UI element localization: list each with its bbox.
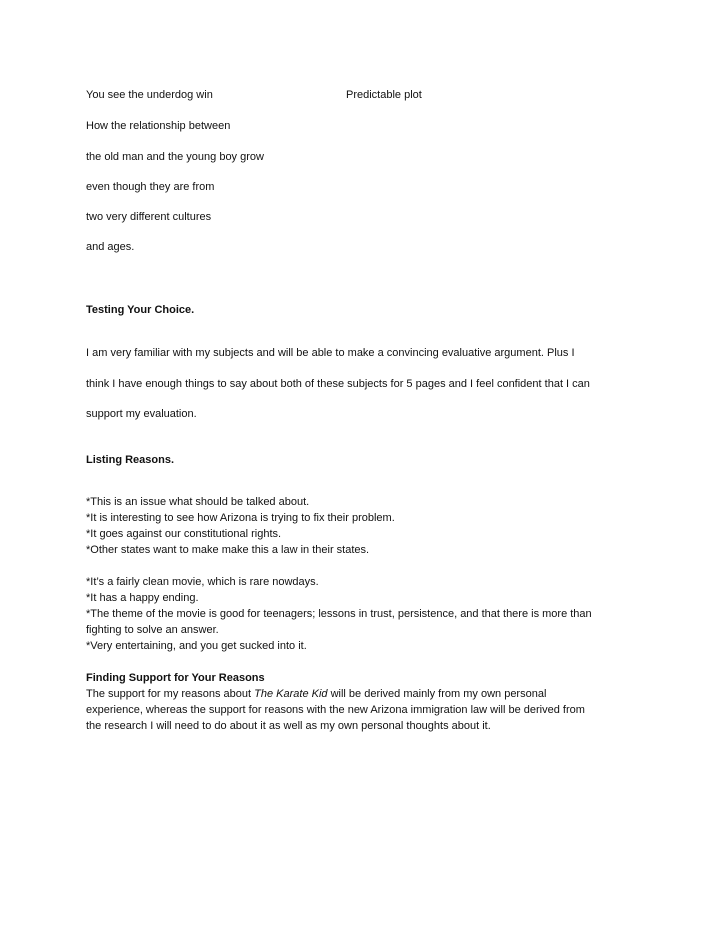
list-item: *It is interesting to see how Arizona is trying to fix their problem.: [86, 512, 395, 524]
predictable-plot-line: Predictable plot: [346, 89, 422, 101]
list-item: *This is an issue what should be talked about.: [86, 496, 310, 508]
list-item: *It goes against our constitutional rights.: [86, 528, 282, 540]
reasons-list-1: [86, 494, 646, 558]
relationship-line-5: and ages.: [86, 241, 135, 253]
support-line-1-pre: The support for my reasons about: [86, 688, 255, 700]
reasons-list-2: [86, 574, 646, 654]
support-line-2: experience, whereas the support for reasons with the new Arizona immigration law will be derived from: [86, 704, 585, 716]
relationship-line-3: even though they are from: [86, 181, 215, 193]
list-item: *Very entertaining, and you get sucked into it.: [86, 640, 307, 652]
relationship-line-1: How the relationship between: [86, 120, 231, 132]
karate-kid-title: The Karate Kid: [254, 688, 328, 700]
support-section: [86, 670, 646, 734]
testing-line-1: I am very familiar with my subjects and will be able to make a convincing evaluative argument. Plus I: [86, 347, 575, 359]
support-line-1-post: will be derived mainly from my own personal: [327, 688, 547, 700]
list-item: fighting to solve an answer.: [86, 624, 219, 636]
support-line-3: the research I will need to do about it as well as my own personal thoughts about it.: [86, 720, 491, 732]
listing-heading: Listing Reasons.: [86, 454, 175, 466]
testing-line-3: support my evaluation.: [86, 408, 197, 420]
relationship-line-2: the old man and the young boy grow: [86, 151, 264, 163]
list-item: *It has a happy ending.: [86, 592, 199, 604]
testing-line-2: think I have enough things to say about both of these subjects for 5 pages and I feel confident that I can: [86, 378, 590, 390]
testing-heading: Testing Your Choice.: [86, 304, 195, 316]
list-item: *It’s a fairly clean movie, which is rare nowdays.: [86, 576, 319, 588]
relationship-line-4: two very different cultures: [86, 211, 212, 223]
list-item: *Other states want to make make this a law in their states.: [86, 544, 370, 556]
underdog-line: You see the underdog win: [86, 89, 213, 101]
support-line-1: [86, 686, 646, 702]
list-item: *The theme of the movie is good for teenagers; lessons in trust, persistence, and that there is more than: [86, 608, 592, 620]
support-heading: Finding Support for Your Reasons: [86, 672, 265, 684]
